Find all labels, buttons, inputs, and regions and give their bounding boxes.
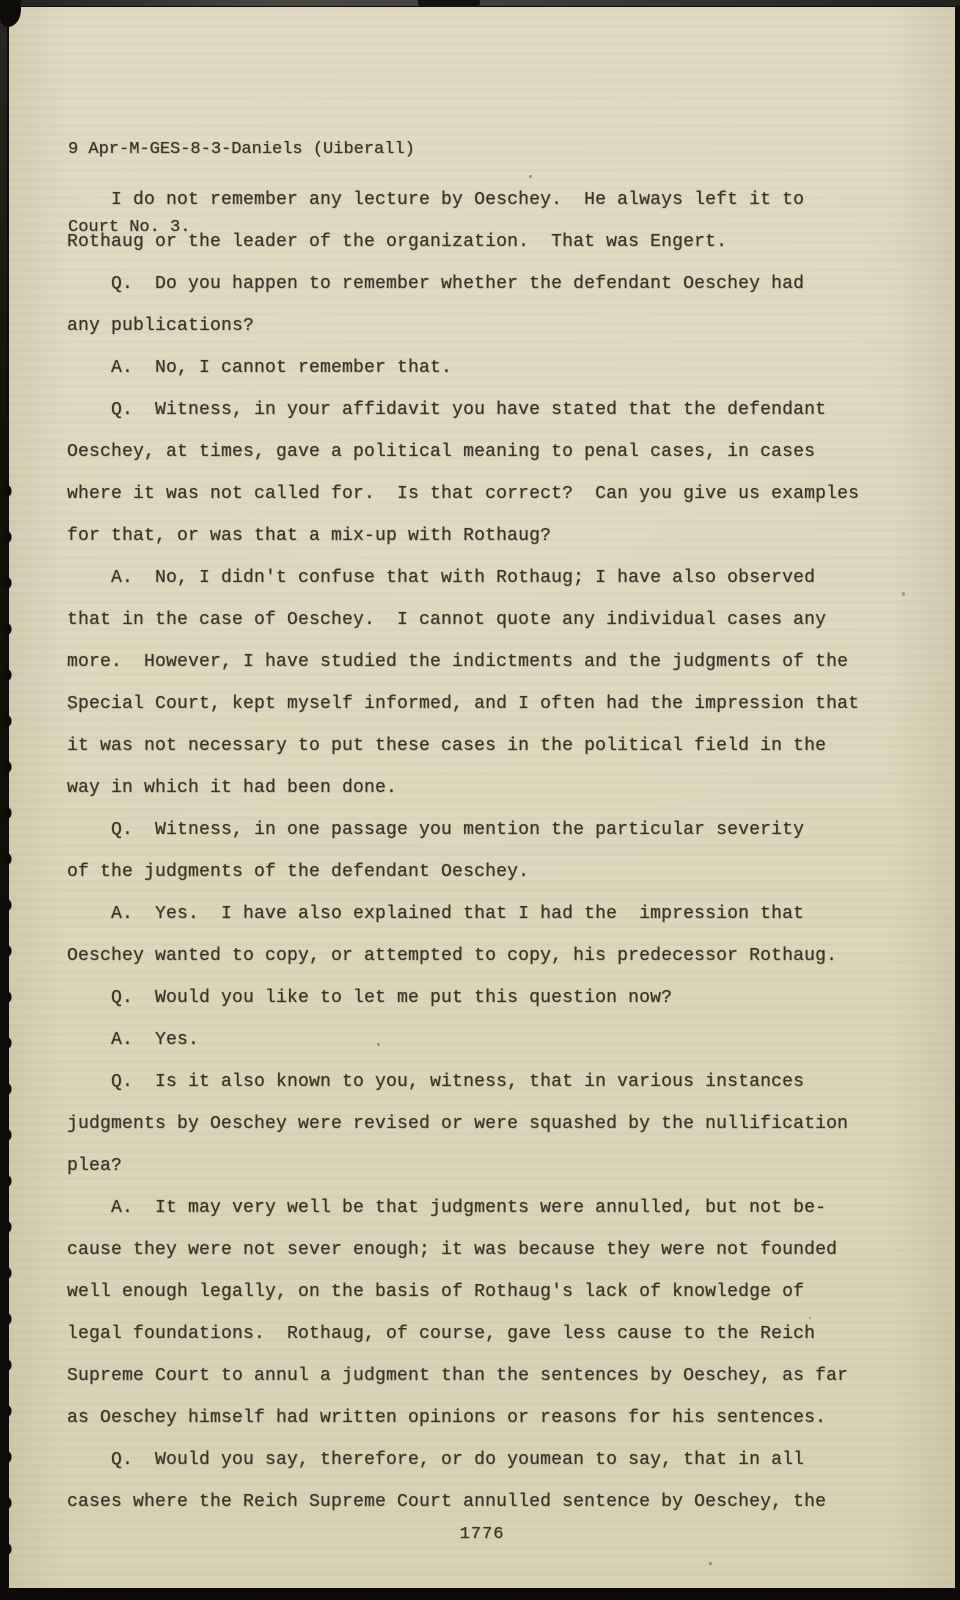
transcript-line: Q. Witness, in your affidavit you have stated that the defendant bbox=[67, 400, 827, 420]
transcript-line: Rothaug or the leader of the organization. That was Engert. bbox=[67, 232, 728, 252]
header-reference-line: 9 Apr-M-GES-8-3-Daniels (Uiberall) bbox=[68, 140, 415, 159]
paper-speck bbox=[377, 1043, 380, 1046]
page-number: 1776 bbox=[459, 1525, 505, 1544]
transcript-line: cases where the Reich Supreme Court annulled sentence by Oeschey, the bbox=[67, 1492, 827, 1512]
transcript-line: any publications? bbox=[67, 316, 255, 336]
transcript-line: legal foundations. Rothaug, of course, gave less cause to the Reich bbox=[67, 1324, 816, 1344]
transcript-body bbox=[67, 179, 859, 1523]
transcript-line: Q. Would you like to let me put this question now? bbox=[67, 988, 673, 1008]
paper-speck bbox=[809, 1317, 811, 1319]
scanner-bottom-edge bbox=[0, 1588, 960, 1600]
paper-speck bbox=[902, 592, 905, 596]
transcript-line: A. Yes. I have also explained that I had the impression that bbox=[67, 904, 805, 924]
transcript-line: judgments by Oeschey were revised or were squashed by the nullification bbox=[67, 1114, 849, 1134]
scanner-top-smudge bbox=[418, 0, 480, 7]
transcript-line: Q. Is it also known to you, witness, that in various instances bbox=[67, 1072, 805, 1092]
transcript-line: that in the case of Oeschey. I cannot quote any individual cases any bbox=[67, 610, 827, 630]
paper-speck bbox=[529, 175, 532, 178]
transcript-line: Oeschey, at times, gave a political meaning to penal cases, in cases bbox=[67, 442, 816, 462]
paper-speck bbox=[69, 707, 73, 710]
transcript-line: it was not necessary to put these cases in the political field in the bbox=[67, 736, 827, 756]
transcript-line: Special Court, kept myself informed, and I often had the impression that bbox=[67, 694, 860, 714]
transcript-line: A. No, I cannot remember that. bbox=[67, 358, 453, 378]
paper-sheet bbox=[9, 7, 955, 1588]
transcript-line: Q. Would you say, therefore, or do youmean to say, that in all bbox=[67, 1450, 805, 1470]
transcript-line: for that, or was that a mix-up with Rothaug? bbox=[67, 526, 552, 546]
transcript-line: more. However, I have studied the indictments and the judgments of the bbox=[67, 652, 849, 672]
transcript-line: Oeschey wanted to copy, or attempted to copy, his predecessor Rothaug. bbox=[67, 946, 838, 966]
scanner-right-edge bbox=[955, 0, 960, 1600]
transcript-line: where it was not called for. Is that correct? Can you give us examples bbox=[67, 484, 860, 504]
transcript-line: plea? bbox=[67, 1156, 123, 1176]
transcript-line: A. No, I didn't confuse that with Rothaug; I have also observed bbox=[67, 568, 816, 588]
transcript-line: Q. Do you happen to remember whether the defendant Oeschey had bbox=[67, 274, 805, 294]
transcript-line: way in which it had been done. bbox=[67, 778, 398, 798]
transcript-line: A. It may very well be that judgments were annulled, but not be- bbox=[67, 1198, 827, 1218]
transcript-line: Q. Witness, in one passage you mention the particular severity bbox=[67, 820, 805, 840]
transcript-line: I do not remember any lecture by Oeschey. He always left it to bbox=[67, 190, 805, 210]
paper-speck bbox=[709, 1562, 712, 1565]
header-court-line: Court No. 3. bbox=[68, 218, 191, 237]
transcript-line: well enough legally, on the basis of Rothaug's lack of knowledge of bbox=[67, 1282, 805, 1302]
transcript-line: of the judgments of the defendant Oeschey. bbox=[67, 862, 530, 882]
scanner-top-edge bbox=[0, 0, 960, 6]
transcript-line: A. Yes. bbox=[67, 1030, 200, 1050]
binding-hole-dots bbox=[0, 468, 18, 1600]
transcript-line: as Oeschey himself had written opinions or reasons for his sentences. bbox=[67, 1408, 827, 1428]
transcript-line: cause they were not sever enough; it was because they were not founded bbox=[67, 1240, 838, 1260]
transcript-line: Supreme Court to annul a judgment than the sentences by Oeschey, as far bbox=[67, 1366, 849, 1386]
